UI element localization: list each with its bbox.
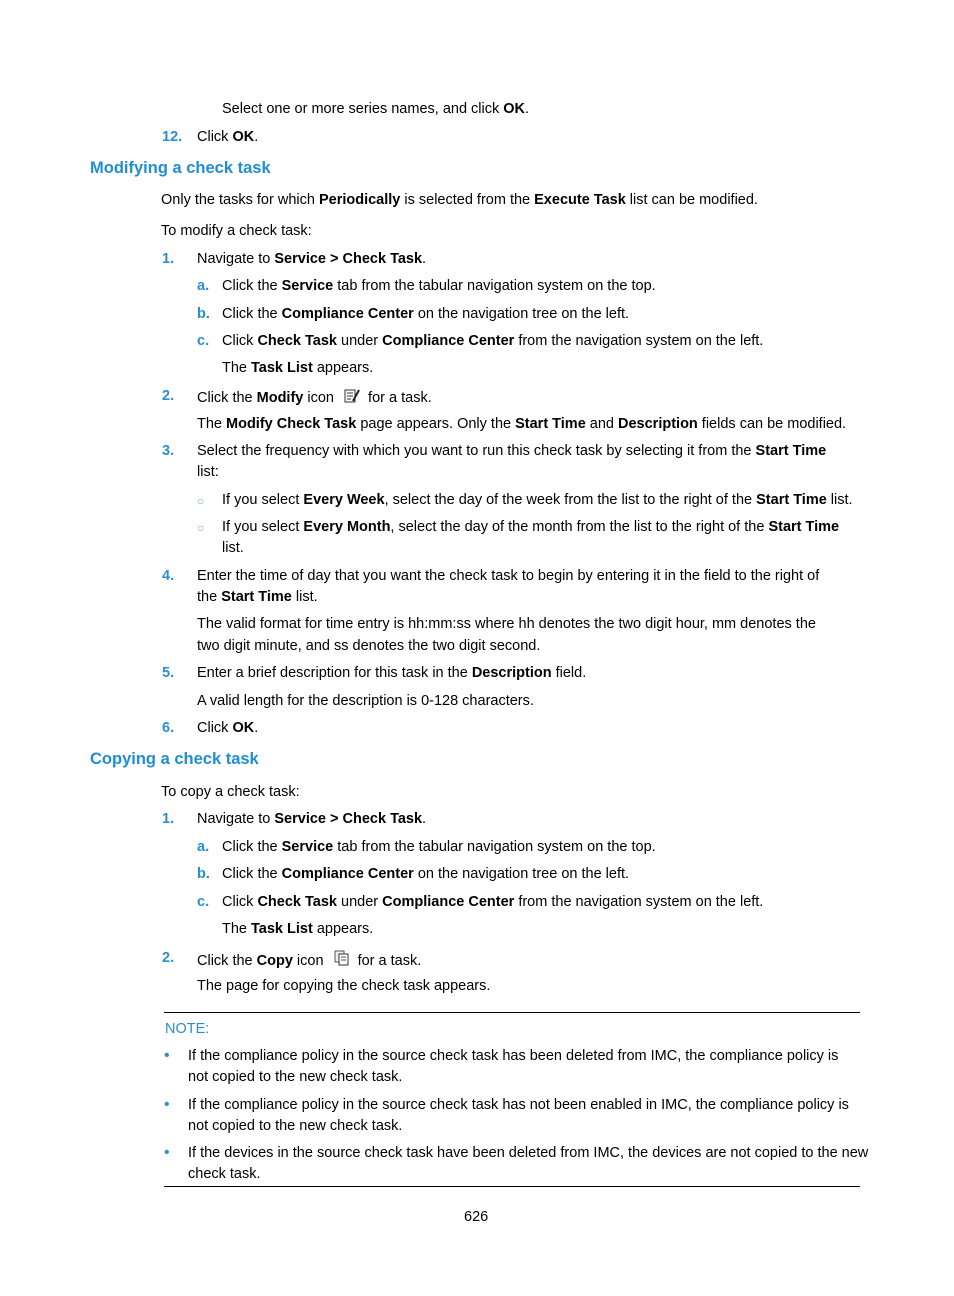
step-number: 1. xyxy=(162,251,175,267)
step-12-number: 12. xyxy=(162,129,183,145)
modify-step-3-line1: Select the frequency with which you want to run this check task by selecting it from the Start Time xyxy=(197,443,827,459)
bullet-icon: • xyxy=(164,1096,170,1113)
modify-step-6: Click OK. xyxy=(197,720,259,736)
substep-label: a. xyxy=(197,278,210,294)
step-number: 6. xyxy=(162,720,175,736)
substep-label: a. xyxy=(197,839,210,855)
substep-label: b. xyxy=(197,866,210,882)
note-item: check task. xyxy=(188,1166,261,1182)
modify-step-4-line2: the Start Time list. xyxy=(197,589,318,605)
modify-every-month: If you select Every Month, select the day of the month from the list to the right of the Start Time xyxy=(222,519,840,535)
page-number: 626 xyxy=(464,1209,489,1225)
modify-step-2: Click the Modify icon for a task. xyxy=(197,390,432,406)
circle-bullet-icon: ○ xyxy=(197,521,205,535)
note-label: NOTE: xyxy=(165,1021,210,1037)
copy-substep-c: Click Check Task under Compliance Center from the navigation system on the left. xyxy=(222,894,764,910)
copy-step-2: Click the Copy icon for a task. xyxy=(197,950,421,969)
modify-step-4-format-2: two digit minute, and ss denotes the two digit second. xyxy=(197,638,541,654)
text: Select one or more series names, and click xyxy=(222,101,504,117)
modify-icon xyxy=(344,388,360,404)
modify-step-2-result: The Modify Check Task page appears. Only the Start Time and Description fields can be modified. xyxy=(197,416,847,432)
copy-icon xyxy=(334,950,350,966)
step-number: 3. xyxy=(162,443,175,459)
copy-task-list-appears: The Task List appears. xyxy=(222,921,374,937)
step-12-text: Click OK. xyxy=(197,129,259,145)
bullet-icon: • xyxy=(164,1144,170,1161)
substep-label: b. xyxy=(197,306,210,322)
note-bottom-rule xyxy=(164,1186,860,1187)
step-11-continuation xyxy=(222,101,529,117)
note-top-rule xyxy=(164,1012,860,1013)
circle-bullet-icon: ○ xyxy=(197,494,205,508)
copy-step-2-result: The page for copying the check task appears. xyxy=(197,978,491,994)
note-item: If the compliance policy in the source check task has not been enabled in IMC, the compliance policy is xyxy=(188,1097,849,1113)
note-item: If the compliance policy in the source check task has been deleted from IMC, the compliance policy is xyxy=(188,1048,839,1064)
modify-step-4-format-1: The valid format for time entry is hh:mm:ss where hh denotes the two digit hour, mm denotes the xyxy=(197,616,816,632)
section-heading-modify: Modifying a check task xyxy=(90,159,271,177)
step-number: 4. xyxy=(162,568,175,584)
modify-substep-a: Click the Service tab from the tabular navigation system on the top. xyxy=(222,278,656,294)
step-number: 1. xyxy=(162,811,175,827)
copy-lead: To copy a check task: xyxy=(161,784,300,800)
modify-every-month-line2: list. xyxy=(222,540,244,556)
modify-step-3-line2: list: xyxy=(197,464,219,480)
modify-substep-b: Click the Compliance Center on the navigation tree on the left. xyxy=(222,306,630,322)
substep-label: c. xyxy=(197,894,210,910)
copy-substep-a: Click the Service tab from the tabular navigation system on the top. xyxy=(222,839,656,855)
modify-step-5-note: A valid length for the description is 0-128 characters. xyxy=(197,693,534,709)
modify-step-4-line1: Enter the time of day that you want the check task to begin by entering it in the field to the right of xyxy=(197,568,820,584)
text: . xyxy=(525,101,530,117)
step-number: 5. xyxy=(162,665,175,681)
copy-substep-b: Click the Compliance Center on the navigation tree on the left. xyxy=(222,866,630,882)
step-number: 2. xyxy=(162,388,175,404)
modify-substep-c: Click Check Task under Compliance Center from the navigation system on the left. xyxy=(222,333,764,349)
bullet-icon: • xyxy=(164,1047,170,1064)
ok-label: OK xyxy=(503,101,526,117)
note-item: not copied to the new check task. xyxy=(188,1118,403,1134)
modify-every-week: If you select Every Week, select the day of the week from the list to the right of the Start Time list. xyxy=(222,492,853,508)
step-number: 2. xyxy=(162,950,175,966)
note-item: not copied to the new check task. xyxy=(188,1069,403,1085)
modify-step-5: Enter a brief description for this task in the Description field. xyxy=(197,665,587,681)
modify-lead: To modify a check task: xyxy=(161,223,312,239)
copy-step-1: Navigate to Service > Check Task. xyxy=(197,811,427,827)
note-item: If the devices in the source check task have been deleted from IMC, the devices are not copied to the new xyxy=(188,1145,869,1161)
modify-step-1: Navigate to Service > Check Task. xyxy=(197,251,427,267)
modify-intro: Only the tasks for which Periodically is selected from the Execute Task list can be modified. xyxy=(161,192,758,208)
modify-task-list-appears: The Task List appears. xyxy=(222,360,374,376)
section-heading-copy: Copying a check task xyxy=(90,750,259,768)
substep-label: c. xyxy=(197,333,210,349)
